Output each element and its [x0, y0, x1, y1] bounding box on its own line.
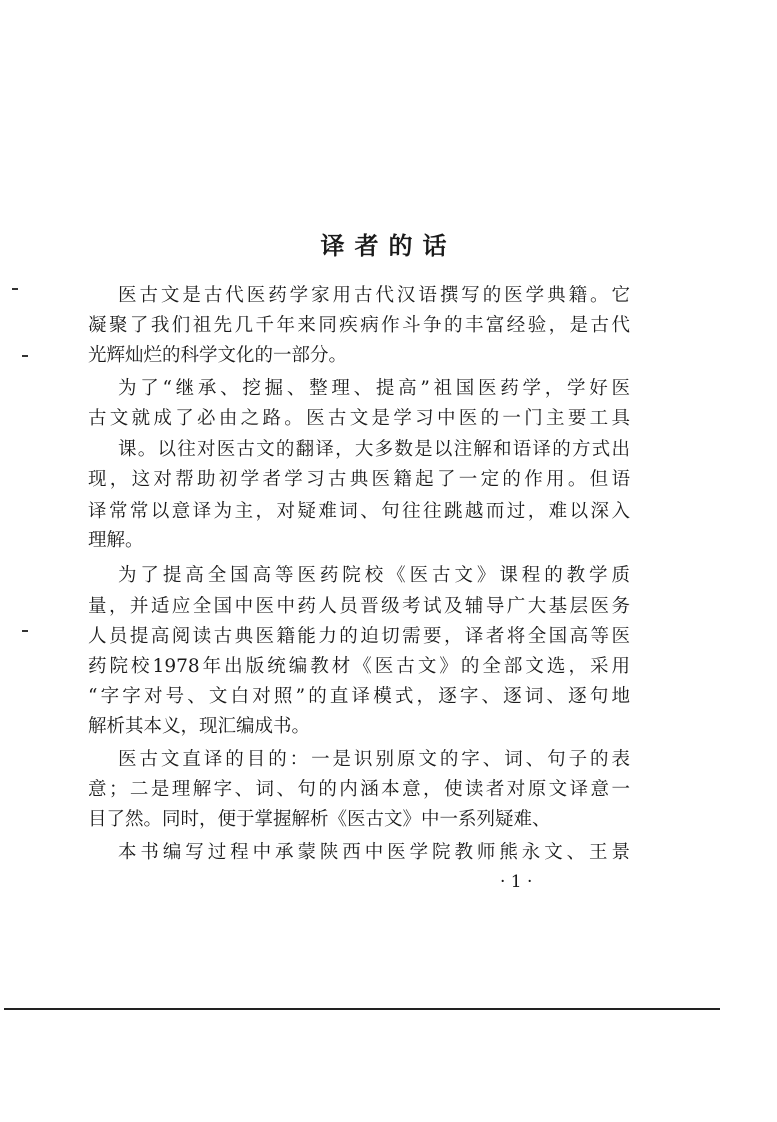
scan-mark — [12, 288, 18, 290]
text-line: 课。以往对医古文的翻译，大多数是以注解和语译的方式出 — [118, 439, 630, 460]
text-line: 凝聚了我们祖先几千年来同疾病作斗争的丰富经验，是古代 — [88, 315, 630, 336]
text-line: 为了“继承、挖掘、整理、提高”祖国医药学，学好医 — [118, 378, 630, 399]
text-line: 医古文直译的目的：一是识别原文的字、词、句子的表 — [118, 749, 630, 770]
text-line: 药院校1978年出版统编教材《医古文》的全部文选，采用 — [88, 656, 630, 677]
text-line: 古文就成了必由之路。医古文是学习中医的一门主要工具 — [88, 408, 630, 429]
text-line: 译常常以意译为主，对疑难词、句往往跳越而过，难以深入 — [88, 501, 630, 522]
text-line: 为了提高全国高等医药院校《医古文》课程的教学质 — [118, 565, 630, 586]
text-line: 光辉灿烂的科学文化的一部分。 — [88, 345, 348, 366]
scan-mark — [22, 355, 28, 357]
text-line: 医古文是古代医药学家用古代汉语撰写的医学典籍。它 — [118, 285, 630, 306]
text-line: 理解。 — [88, 530, 144, 551]
page-title: 译者的话 — [320, 232, 457, 260]
page-number: · 1 · — [500, 872, 533, 892]
text-line: 本书编写过程中承蒙陕西中医学院教师熊永文、王景 — [118, 842, 630, 863]
text-line: 意；二是理解字、词、句的内涵本意，使读者对原文译意一 — [88, 779, 630, 800]
scan-mark — [22, 630, 28, 632]
text-line: 现，这对帮助初学者学习古典医籍起了一定的作用。但语 — [88, 469, 630, 490]
text-line: 人员提高阅读古典医籍能力的迫切需要，译者将全国高等医 — [88, 626, 630, 647]
text-line: “字字对号、文白对照”的直译模式，逐字、逐词、逐句地 — [88, 686, 630, 707]
text-line: 目了然。同时，便于掌握解析《医古文》中一系列疑难、 — [88, 809, 551, 830]
text-line: 量，并适应全国中医中药人员晋级考试及辅导广大基层医务 — [88, 596, 630, 617]
bottom-rule — [4, 1008, 720, 1010]
text-line: 解析其本义，现汇编成书。 — [88, 716, 311, 737]
